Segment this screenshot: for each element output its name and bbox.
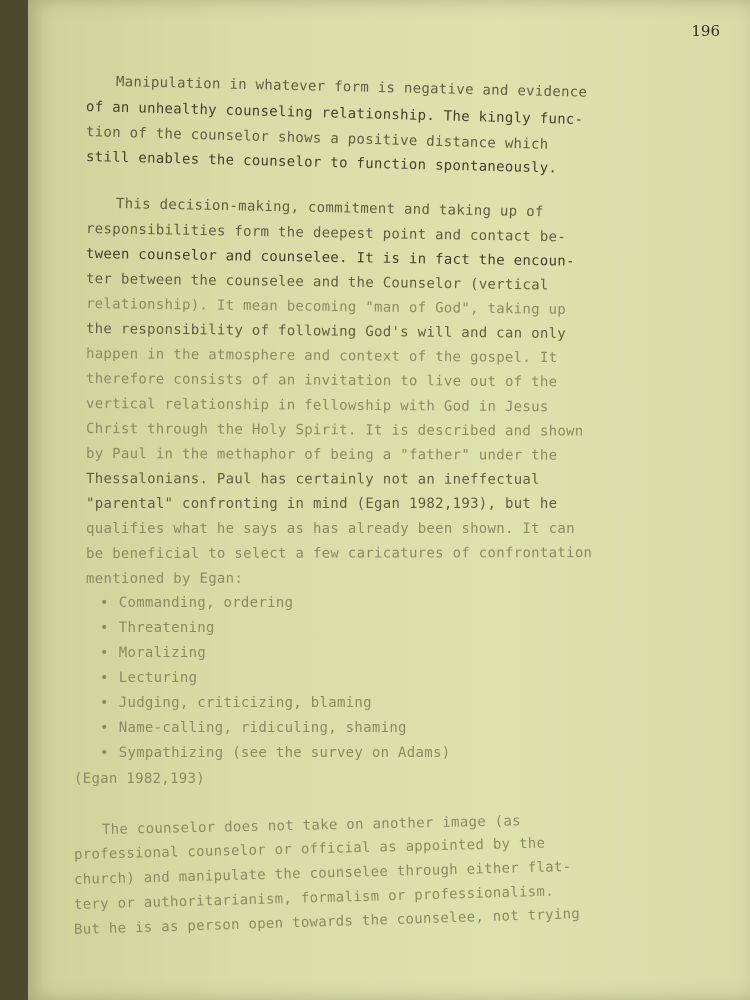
bullet-text: Commanding, ordering xyxy=(118,595,294,611)
paragraph-2-line: be beneficial to select a few caricatures of confrontation xyxy=(85,545,593,562)
bullet-marker: • xyxy=(100,595,109,611)
paragraph-3-line: The counselor does not take on another image (as xyxy=(101,813,522,838)
bullet-text: Threatening xyxy=(118,620,215,636)
bullet-text: Name-calling, ridiculing, shaming xyxy=(118,720,407,736)
bullet-text: Lecturing xyxy=(118,670,198,686)
paragraph-2-line: responsibilities form the deepest point and contact be- xyxy=(85,221,567,246)
paragraph-2-line: This decision-making, commitment and taking up of xyxy=(115,196,544,221)
paragraph-2-line: happen in the atmosphere and context of the gospel. It xyxy=(85,346,558,367)
document-page xyxy=(28,0,750,1000)
citation: (Egan 1982,193) xyxy=(74,771,205,787)
bullet-marker: • xyxy=(100,620,109,636)
bullet-marker: • xyxy=(100,670,109,686)
bullet-marker: • xyxy=(100,720,109,736)
paragraph-2-line: ter between the counselee and the Counselor (vertical xyxy=(85,271,549,294)
paragraph-2-line: by Paul in the methaphor of being a "father" under the xyxy=(85,446,558,464)
paragraph-2-line: relationship). It mean becoming "man of God", taking up xyxy=(85,296,567,318)
paragraph-1-line: of an unhealthy counseling relationship. The kingly func- xyxy=(85,99,584,129)
paragraph-3-line: church) and manipulate the counselee through either flat- xyxy=(73,858,572,888)
bullet-list-item xyxy=(100,620,215,636)
bullet-marker: • xyxy=(100,745,109,761)
bullet-text: Moralizing xyxy=(118,645,207,661)
bullet-marker: • xyxy=(100,695,109,711)
paragraph-3-line: tery or authoritarianism, formalism or professionalism. xyxy=(73,883,555,913)
bullet-text: Judging, criticizing, blaming xyxy=(118,695,372,711)
paragraph-3-line: But he is as person open towards the counselee, not trying xyxy=(73,906,581,938)
bullet-text: Sympathizing (see the survey on Adams) xyxy=(118,745,451,761)
bullet-list-item xyxy=(100,695,372,711)
bullet-list-item xyxy=(100,595,293,611)
paragraph-3-line: professional counselor or official as appointed by the xyxy=(73,835,546,863)
paragraph-2-line: Christ through the Holy Spirit. It is described and shown xyxy=(85,421,584,440)
bullet-list-item xyxy=(100,645,206,661)
paragraph-2-line: therefore consists of an invitation to live out of the xyxy=(85,371,558,391)
paragraph-2-line: "parental" confronting in mind (Egan 1982,193), but he xyxy=(86,496,558,512)
page-number: 196 xyxy=(691,22,720,40)
paragraph-2-line: vertical relationship in fellowship with God in Jesus xyxy=(85,396,549,416)
paragraph-2-line: mentioned by Egan: xyxy=(85,570,244,587)
paragraph-2-line: tween counselor and counselee. It is in fact the encoun- xyxy=(85,246,575,270)
bullet-list-item xyxy=(100,720,407,736)
paragraph-2-line: Thessalonians. Paul has certainly not an ineffectual xyxy=(85,471,540,488)
paragraph-1-line: tion of the counselor shows a positive distance which xyxy=(85,124,549,153)
paragraph-1-line: Manipulation in whatever form is negative and evidence xyxy=(115,74,588,101)
paragraph-2-line: the responsibility of following God's will and can only xyxy=(85,321,567,343)
bullet-list-item xyxy=(100,670,197,686)
bullet-marker: • xyxy=(100,645,109,661)
bullet-list-item xyxy=(100,745,450,761)
paragraph-2-line: qualifies what he says as has already been shown. It can xyxy=(86,521,575,537)
paragraph-1-line: still enables the counselor to function spontaneously. xyxy=(85,149,558,177)
